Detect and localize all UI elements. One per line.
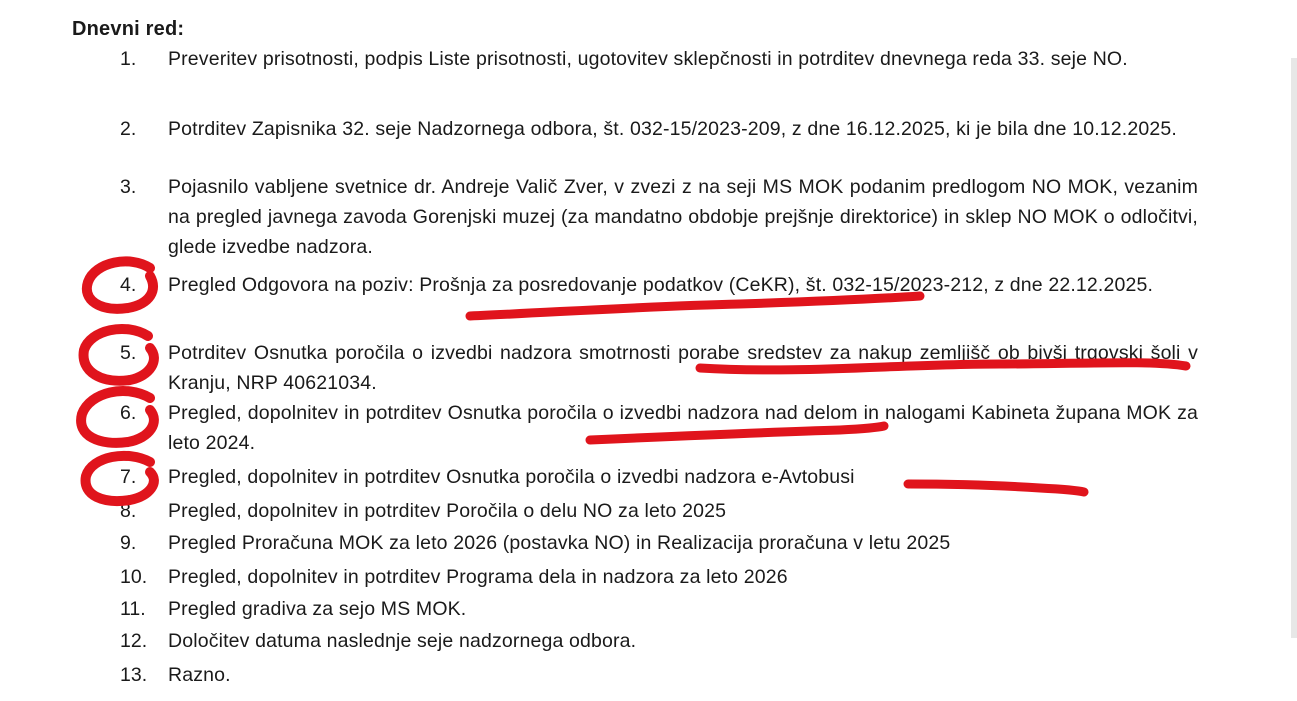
item-number: 13. bbox=[120, 664, 148, 686]
item-text: Pregled, dopolnitev in potrditev Osnutka poročila o izvedbi nadzora e-Avtobusi bbox=[168, 466, 855, 488]
item-number: 11. bbox=[120, 598, 146, 620]
item-number: 5. bbox=[120, 342, 137, 364]
item-number: 3. bbox=[120, 176, 137, 198]
item-text: Preveritev prisotnosti, podpis Liste prisotnosti, ugotovitev sklepčnosti in potrditev dnevnega reda 33. seje NO. bbox=[168, 48, 1128, 70]
item-text: Pregled, dopolnitev in potrditev Osnutka poročila o izvedbi nadzora nad delom in nalogami Kabineta župana MOK za leto 2024. bbox=[168, 402, 1198, 454]
item-number: 10. bbox=[120, 566, 148, 588]
item-number: 2. bbox=[120, 118, 137, 140]
item-number: 8. bbox=[120, 500, 137, 522]
item-text: Pregled Odgovora na poziv: Prošnja za posredovanje podatkov (CeKR), št. 032-15/2023-212, z dne 22.12.2025. bbox=[168, 274, 1154, 296]
item-number: 4. bbox=[120, 274, 137, 296]
item-number: 1. bbox=[120, 48, 137, 70]
item-text: Pojasnilo vabljene svetnice dr. Andreje Valič Zver, v zvezi z na seji MS MOK podanim predlogom NO MOK, vezanim na pregled javnega zavoda Gorenjski muzej (za mandatno obdobje prejšnje direktorice) in sklep NO MOK o odločitvi, glede izvedbe nadzora. bbox=[168, 176, 1198, 258]
scan-edge bbox=[1291, 58, 1297, 638]
item-text: Razno. bbox=[168, 664, 231, 686]
item-number: 12. bbox=[120, 630, 148, 652]
item-number: 6. bbox=[120, 402, 137, 424]
item-number: 9. bbox=[120, 532, 137, 554]
item-text: Določitev datuma naslednje seje nadzornega odbora. bbox=[168, 630, 637, 652]
item-text: Potrditev Osnutka poročila o izvedbi nadzora smotrnosti porabe sredstev za nakup zemljišč ob bivši trgovski šoli v Kranju, NRP 40621034. bbox=[168, 342, 1198, 394]
item-text: Pregled, dopolnitev in potrditev Poročila o delu NO za leto 2025 bbox=[168, 500, 727, 522]
item-text: Potrditev Zapisnika 32. seje Nadzornega odbora, št. 032-15/2023-209, z dne 16.12.2025, ki je bila dne 10.12.2025. bbox=[168, 118, 1177, 140]
item-text: Pregled, dopolnitev in potrditev Programa dela in nadzora za leto 2026 bbox=[168, 566, 788, 588]
item-number: 7. bbox=[120, 466, 137, 488]
item-text: Pregled Proračuna MOK za leto 2026 (postavka NO) in Realizacija proračuna v letu 2025 bbox=[168, 532, 951, 554]
agenda-heading: Dnevni red: bbox=[72, 18, 185, 40]
item-text: Pregled gradiva za sejo MS MOK. bbox=[168, 598, 467, 620]
